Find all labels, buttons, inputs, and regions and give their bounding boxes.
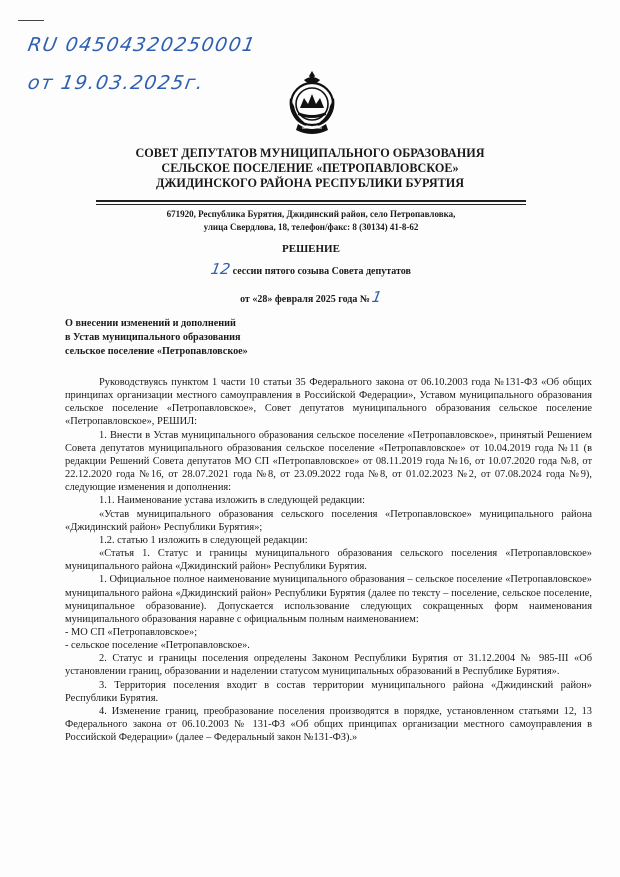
council-heading-line3: ДЖИДИНСКОГО РАЙОНА РЕСПУБЛИКИ БУРЯТИЯ bbox=[155, 176, 465, 190]
decision-date-line bbox=[96, 288, 526, 306]
body-paragraph-article-1-part-1: 1. Официальное полное наименование муниципального образования – сельское поселение «Петропавловское» муниципального района «Джидинский район» Республики Бурятия (далее по тексту – поселение, сельское поселение, муниципальное образование). Допускается использование следующих сокращенных форм наименования муниципального образования наравне с официальным полным наименованием: bbox=[65, 574, 592, 625]
subject-block bbox=[65, 317, 325, 359]
body-paragraph-item-1-2: 1.2. статью 1 изложить в следующей редакции: bbox=[99, 534, 308, 546]
header-divider-thick bbox=[96, 200, 526, 202]
address-line1: 671920, Республика Бурятия, Джидинский район, село Петропавловка, bbox=[166, 209, 456, 219]
subject-line2: в Устав муниципального образования bbox=[65, 332, 241, 343]
body-list-item-short-name-1: - МО СП «Петропавловское»; bbox=[65, 626, 198, 638]
body-paragraph-article-1-part-4: 4. Изменение границ, преобразование поселения производятся в порядке, установленном статьями 12, 13 Федерального закона от 06.10.2003 № 131-ФЗ «Об общих принципах организации местного самоуправления в Российской Федерации» (далее – Федеральный закон №131-ФЗ).» bbox=[65, 705, 592, 744]
subject-line3: сельское поселение «Петропавловское» bbox=[65, 346, 248, 357]
body-paragraph-item-1-1: 1.1. Наименование устава изложить в следующей редакции: bbox=[99, 495, 365, 507]
subject-line1: О внесении изменений и дополнений bbox=[65, 318, 236, 329]
handwritten-registration-date: от 19.03.2025г. bbox=[26, 72, 206, 94]
body-paragraph-article-1-part-2: 2. Статус и границы поселения определены Законом Республики Бурятия от 31.12.2004 № 985-III «Об установлении границ, образовании и наделении статусом муниципальных образований в Республике Бурятия». bbox=[65, 653, 592, 678]
decision-body bbox=[65, 376, 592, 744]
address-block bbox=[96, 208, 526, 234]
body-paragraph-charter-name: «Устав муниципального образования сельского поселения «Петропавловское» муниципального района «Джидинский район» Республики Бурятия»; bbox=[65, 508, 592, 533]
body-paragraph-preamble: Руководствуясь пунктом 1 части 10 статьи 35 Федерального закона от 06.10.2003 года №131-ФЗ «Об общих принципах организации местного самоуправления в Российской Федерации», Уставом муниципального образования сельское поселение «Петропавловское», Совет депутатов муниципального образования сельское поселение «Петропавловское», РЕШИЛ: bbox=[65, 377, 592, 428]
body-paragraph-article-1-part-3: 3. Территория поселения входит в состав территории муниципального района «Джидинский район» Республики Бурятия. bbox=[65, 679, 592, 704]
council-heading bbox=[95, 146, 525, 191]
body-list-item-short-name-2: - сельское поселение «Петропавловское». bbox=[65, 640, 250, 652]
decision-date: от «28» февраля 2025 года № bbox=[240, 294, 370, 305]
council-heading-line1: СОВЕТ ДЕПУТАТОВ МУНИЦИПАЛЬНОГО ОБРАЗОВАНИЯ bbox=[135, 146, 485, 160]
body-paragraph-article-1: «Статья 1. Статус и границы муниципального образования сельского поселения «Петропавловское» муниципального района «Джидинский район» Республики Бурятия. bbox=[65, 548, 592, 573]
session-text: сессии пятого созыва Совета депутатов bbox=[232, 266, 411, 277]
header-divider-thin bbox=[96, 204, 526, 205]
handwritten-registration-number: RU 04504320250001 bbox=[26, 34, 258, 56]
corner-mark bbox=[18, 20, 44, 21]
council-heading-line2: СЕЛЬСКОЕ ПОСЕЛЕНИЕ «ПЕТРОПАВЛОВСКОЕ» bbox=[161, 161, 459, 175]
decision-title: РЕШЕНИЕ bbox=[282, 243, 340, 255]
handwritten-session-number: 12 bbox=[209, 260, 232, 278]
session-line bbox=[96, 260, 526, 278]
handwritten-decision-number: 1 bbox=[370, 288, 384, 306]
address-line2: улица Свердлова, 18, телефон/факс: 8 (30134) 41-8-62 bbox=[203, 222, 419, 232]
coat-of-arms-icon bbox=[284, 68, 340, 138]
body-paragraph-item-1: 1. Внести в Устав муниципального образования сельское поселение «Петропавловское», принятый Решением Совета депутатов муниципального образования сельское поселение «Петропавловское» от 10.04.2019 года №11 (в редакции Решений Совета депутатов МО СП «Петропавловское» от 08.11.2019 года №16, от 10.07.2020 года №8, от 22.12.2020 года №16, от 28.07.2021 года №8, от 23.09.2022 года №8, от 01.02.2023 №2, от 07.08.2024 года №9), следующие изменения и дополнения: bbox=[65, 429, 592, 494]
